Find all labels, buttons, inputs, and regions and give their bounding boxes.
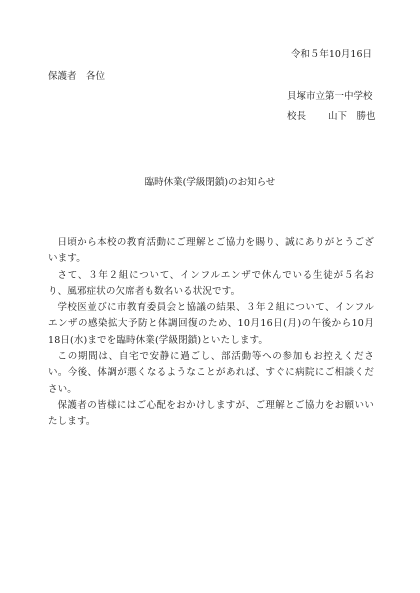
recipient-line: 保護者 各位: [48, 71, 106, 82]
sender-school: 貝塚市立第一中学校: [287, 91, 373, 102]
notice-body: [48, 235, 374, 431]
notice-title: 臨時休業(学級閉鎖)のお知らせ: [144, 177, 276, 188]
sender-title: 校長: [287, 111, 307, 122]
document-date: 令和５年10月16日: [290, 49, 372, 60]
body-paragraph: 学校医並びに市教育委員会と協議の結果、３年２組について、インフルエンザの感染拡大予防と体調回復のため、10月16日(月)の午後から10月18日(水)までを臨時休業(学級閉鎖)といたします。: [48, 302, 374, 346]
body-paragraph: 保護者の皆様にはご心配をおかけしますが、ご理解とご協力をお願いいたします。: [48, 399, 374, 428]
sender-principal: [287, 110, 376, 123]
sender-block: [287, 90, 376, 123]
body-paragraph: この期間は、自宅で安静に過ごし、部活動等への参加もお控えください。今後、体調が悪くなるようなことがあれば、すぐに病院にご相談ください。: [48, 351, 374, 395]
body-paragraph: 日頃から本校の教育活動にご理解とご協力を賜り、誠にありがとうございます。: [48, 237, 374, 265]
body-paragraph: さて、３年２組について、インフルエンザで休んでいる生徒が５名おり、風邪症状の欠席者も数名いる状況です。: [48, 269, 374, 297]
sender-name: 山下 勝也: [328, 111, 376, 122]
